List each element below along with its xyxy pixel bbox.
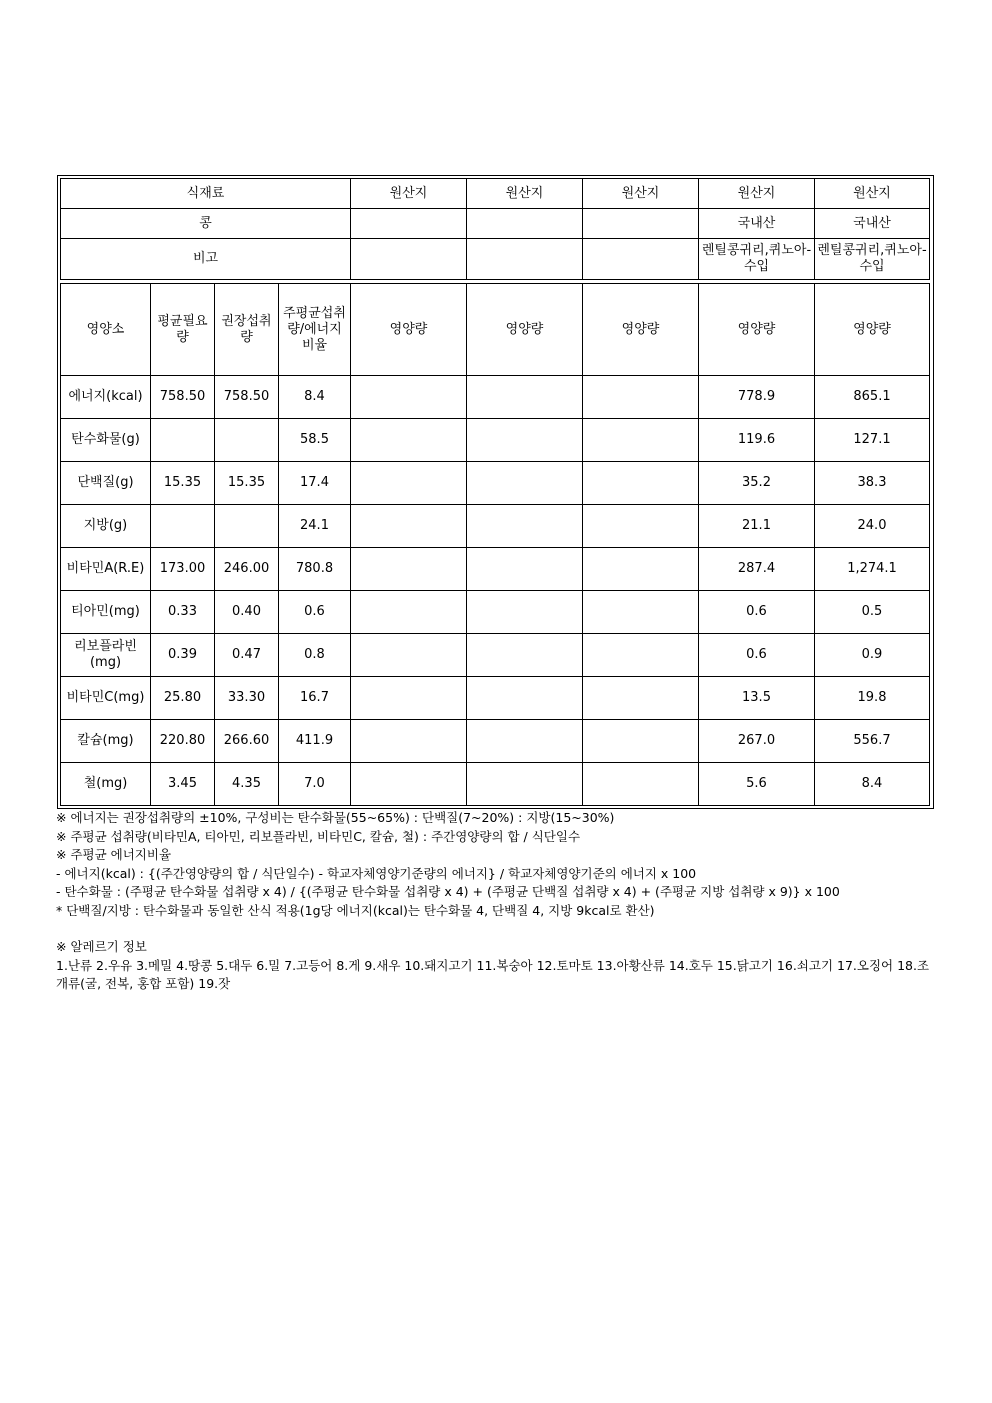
avg-need-value <box>151 505 215 548</box>
nutrient-name: 칼슘(mg) <box>61 720 151 763</box>
nutrient-name: 지방(g) <box>61 505 151 548</box>
recommended-header: 권장섭취량 <box>215 284 279 376</box>
amount-value <box>583 763 699 806</box>
amount-value <box>351 677 467 720</box>
weekly-ratio-value: 58.5 <box>279 419 351 462</box>
weekly-ratio-value: 0.6 <box>279 591 351 634</box>
nutrient-name: 비타민C(mg) <box>61 677 151 720</box>
weekly-ratio-header: 주평균섭취량/에너지비율 <box>279 284 351 376</box>
amount-value <box>467 720 583 763</box>
note-energy-ratio-title: ※ 주평균 에너지비율 <box>56 847 172 862</box>
amount-value: 287.4 <box>699 548 815 591</box>
remarks-value <box>467 239 583 280</box>
recommended-value: 758.50 <box>215 376 279 419</box>
table-row <box>61 763 930 806</box>
amount-value: 865.1 <box>815 376 930 419</box>
weekly-ratio-value: 24.1 <box>279 505 351 548</box>
nutrient-name: 리보플라빈(mg) <box>61 634 151 677</box>
amount-value: 21.1 <box>699 505 815 548</box>
origin-value <box>467 209 583 239</box>
avg-need-value: 173.00 <box>151 548 215 591</box>
recommended-value: 0.40 <box>215 591 279 634</box>
table-row <box>61 419 930 462</box>
table-row <box>61 591 930 634</box>
allergy-list: 1.난류 2.우유 3.메밀 4.땅콩 5.대두 6.밀 7.고등어 8.게 9.새우 10.돼지고기 11.복숭아 12.토마토 13.아황산류 14.호두 15.닭고기 16.쇠고기 17.오징어 18.조개류(굴, 전복, 홍합 포함) 19.잣 <box>56 957 930 991</box>
amount-value <box>583 462 699 505</box>
amount-value <box>583 634 699 677</box>
note-protein-fat: * 단백질/지방 : 탄수화물과 동일한 산식 적용(1g당 에너지(kcal)는 탄수화물 4, 단백질 4, 지방 9kcal로 환산) <box>56 902 655 918</box>
amount-value: 119.6 <box>699 419 815 462</box>
recommended-value: 4.35 <box>215 763 279 806</box>
amount-value <box>351 505 467 548</box>
nutrient-rows <box>61 376 930 806</box>
recommended-value <box>215 419 279 462</box>
nutrition-table <box>60 178 930 806</box>
amount-header: 영양량 <box>583 284 699 376</box>
amount-value: 127.1 <box>815 419 930 462</box>
recommended-value: 15.35 <box>215 462 279 505</box>
remarks-value: 렌틸콩귀리,퀴노아-수입 <box>699 239 815 280</box>
remarks-label: 비고 <box>61 239 351 280</box>
remarks-value <box>351 239 467 280</box>
amount-value <box>467 376 583 419</box>
amount-value <box>583 419 699 462</box>
nutrient-name: 비타민A(R.E) <box>61 548 151 591</box>
recommended-value: 0.47 <box>215 634 279 677</box>
amount-value <box>467 677 583 720</box>
amount-value: 8.4 <box>815 763 930 806</box>
weekly-ratio-value: 7.0 <box>279 763 351 806</box>
amount-value: 13.5 <box>699 677 815 720</box>
note-carb-formula: - 탄수화물 : (주평균 탄수화물 섭취량 x 4) / {(주평균 탄수화물 섭취량 x 4) + (주평균 단백질 섭취량 x 4) + (주평균 지방 섭취량 x 9)} x 100 <box>56 884 840 899</box>
amount-value: 5.6 <box>699 763 815 806</box>
amount-value: 24.0 <box>815 505 930 548</box>
amount-header: 영양량 <box>815 284 930 376</box>
amount-value <box>467 462 583 505</box>
amount-value <box>467 591 583 634</box>
avg-need-value: 25.80 <box>151 677 215 720</box>
amount-value: 0.5 <box>815 591 930 634</box>
table-row <box>61 505 930 548</box>
remarks-value <box>583 239 699 280</box>
amount-value <box>351 591 467 634</box>
amount-value <box>583 677 699 720</box>
recommended-value: 246.00 <box>215 548 279 591</box>
amount-value: 1,274.1 <box>815 548 930 591</box>
amount-value <box>583 505 699 548</box>
amount-value <box>351 763 467 806</box>
avg-need-value: 0.33 <box>151 591 215 634</box>
recommended-value: 33.30 <box>215 677 279 720</box>
nutrition-table-frame <box>57 175 934 809</box>
notes-section <box>56 809 936 994</box>
table-row <box>61 376 930 419</box>
bean-origin-row <box>61 209 930 239</box>
weekly-ratio-value: 0.8 <box>279 634 351 677</box>
avg-need-value: 15.35 <box>151 462 215 505</box>
remarks-value: 렌틸콩귀리,퀴노아-수입 <box>815 239 930 280</box>
table-row <box>61 677 930 720</box>
weekly-ratio-value: 16.7 <box>279 677 351 720</box>
nutrient-name: 티아민(mg) <box>61 591 151 634</box>
recommended-value: 266.60 <box>215 720 279 763</box>
nutrient-header-row <box>61 284 930 376</box>
note-weekly-intake: ※ 주평균 섭취량(비타민A, 티아민, 리보플라빈, 비타민C, 칼슘, 철) : 주간영양량의 합 / 식단일수 <box>56 828 581 844</box>
amount-value <box>583 548 699 591</box>
origin-label: 원산지 <box>351 179 467 209</box>
ingredient-label: 식재료 <box>61 179 351 209</box>
amount-value <box>583 720 699 763</box>
origin-value <box>583 209 699 239</box>
bean-label: 콩 <box>61 209 351 239</box>
amount-value <box>467 763 583 806</box>
origin-value <box>351 209 467 239</box>
table-row <box>61 720 930 763</box>
amount-value: 38.3 <box>815 462 930 505</box>
amount-header: 영양량 <box>699 284 815 376</box>
origin-value: 국내산 <box>815 209 930 239</box>
note-energy-formula: - 에너지(kcal) : {(주간영양량의 합 / 식단일수) - 학교자체영양기준량의 에너지} / 학교자체영양기준의 에너지 x 100 <box>56 865 697 881</box>
amount-value: 0.6 <box>699 591 815 634</box>
amount-value <box>351 548 467 591</box>
amount-value: 0.6 <box>699 634 815 677</box>
origin-label: 원산지 <box>815 179 930 209</box>
table-row <box>61 634 930 677</box>
remarks-row <box>61 239 930 280</box>
amount-value: 35.2 <box>699 462 815 505</box>
nutrient-name: 에너지(kcal) <box>61 376 151 419</box>
avg-need-value: 220.80 <box>151 720 215 763</box>
amount-value: 267.0 <box>699 720 815 763</box>
origin-value: 국내산 <box>699 209 815 239</box>
nutrient-name: 단백질(g) <box>61 462 151 505</box>
amount-value <box>351 634 467 677</box>
avg-need-value: 0.39 <box>151 634 215 677</box>
table-row <box>61 548 930 591</box>
weekly-ratio-value: 780.8 <box>279 548 351 591</box>
amount-value <box>351 419 467 462</box>
amount-value <box>467 505 583 548</box>
avg-need-value <box>151 419 215 462</box>
amount-value: 556.7 <box>815 720 930 763</box>
weekly-ratio-value: 17.4 <box>279 462 351 505</box>
table-row <box>61 462 930 505</box>
allergy-title: ※ 알레르기 정보 <box>56 939 147 954</box>
amount-value: 778.9 <box>699 376 815 419</box>
nutrient-header: 영양소 <box>61 284 151 376</box>
amount-value <box>351 462 467 505</box>
avg-need-value: 3.45 <box>151 763 215 806</box>
amount-value <box>583 591 699 634</box>
amount-value <box>467 548 583 591</box>
weekly-ratio-value: 411.9 <box>279 720 351 763</box>
amount-value <box>467 634 583 677</box>
nutrient-name: 탄수화물(g) <box>61 419 151 462</box>
amount-value: 0.9 <box>815 634 930 677</box>
amount-header: 영양량 <box>467 284 583 376</box>
nutrient-name: 철(mg) <box>61 763 151 806</box>
origin-label: 원산지 <box>583 179 699 209</box>
origin-label: 원산지 <box>699 179 815 209</box>
amount-header: 영양량 <box>351 284 467 376</box>
avg-need-header: 평균필요량 <box>151 284 215 376</box>
amount-value <box>351 720 467 763</box>
note-energy-range: ※ 에너지는 권장섭취량의 ±10%, 구성비는 탄수화물(55~65%) : 단백질(7~20%) : 지방(15~30%) <box>56 810 615 825</box>
avg-need-value: 758.50 <box>151 376 215 419</box>
amount-value <box>351 376 467 419</box>
amount-value <box>467 419 583 462</box>
origin-header-row <box>61 179 930 209</box>
amount-value: 19.8 <box>815 677 930 720</box>
recommended-value <box>215 505 279 548</box>
origin-label: 원산지 <box>467 179 583 209</box>
amount-value <box>583 376 699 419</box>
weekly-ratio-value: 8.4 <box>279 376 351 419</box>
